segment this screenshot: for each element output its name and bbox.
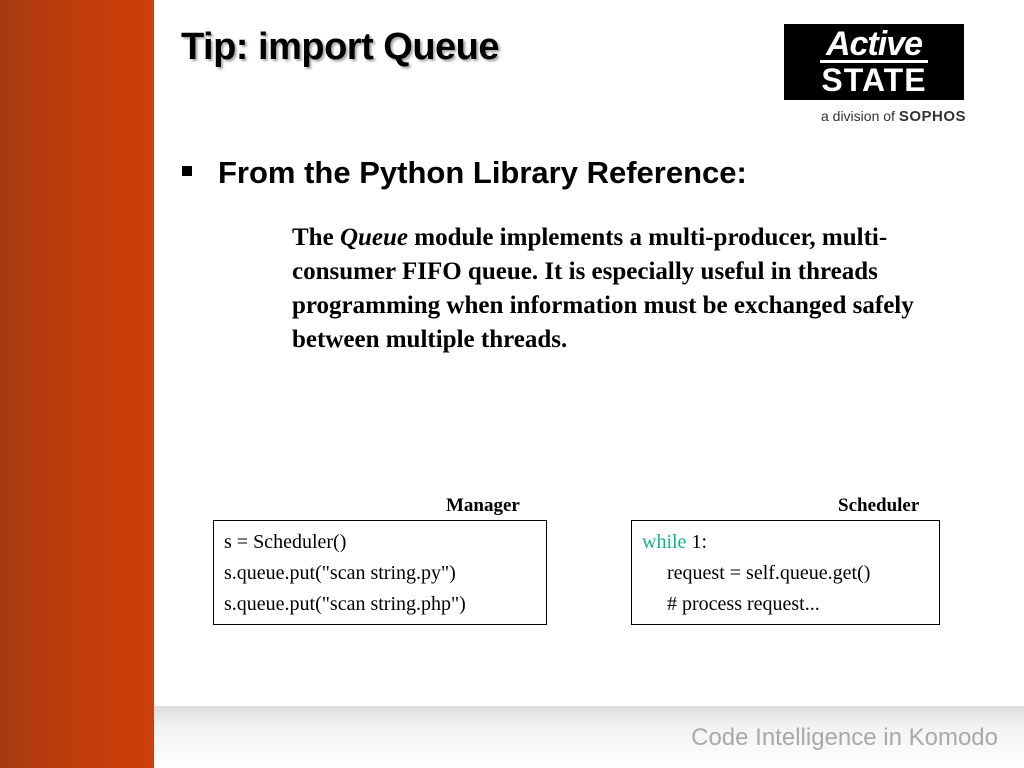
square-bullet-icon [182, 166, 192, 176]
bullet-text: From the Python Library Reference: [218, 155, 747, 190]
scheduler-label: Scheduler [838, 495, 920, 516]
quote-module-name: Queue [339, 224, 408, 251]
logo-box [784, 24, 964, 100]
bullet-item [182, 155, 747, 191]
keyword-while: while [642, 531, 687, 553]
side-bar [0, 0, 154, 768]
slide-title: Tip: import Queue [181, 26, 500, 68]
manager-code-line: s.queue.put("scan string.py") [224, 562, 456, 584]
logo-division-name: SOPHOS [898, 108, 966, 125]
manager-code-line: s.queue.put("scan string.php") [224, 593, 466, 615]
footer-text: Code Intelligence in Komodo [691, 724, 998, 751]
activestate-logo [784, 24, 966, 125]
quote-body: module implements a multi-producer, multi-consumer FIFO queue. It is especially useful in threads programming when information must be exchanged safely between multiple threads. [292, 224, 914, 353]
scheduler-loop-line [642, 527, 929, 558]
manager-label: Manager [446, 495, 520, 516]
scheduler-code-box [631, 520, 940, 625]
logo-division-prefix: a division of [820, 108, 895, 124]
logo-word-active: Active [820, 28, 928, 63]
logo-division [784, 108, 966, 125]
manager-code-line: s = Scheduler() [224, 531, 347, 553]
manager-code-box [213, 520, 547, 625]
scheduler-code-line: # process request... [667, 593, 820, 615]
library-quote [292, 221, 932, 357]
logo-word-state: STATE [821, 61, 927, 98]
quote-lead: The [292, 224, 334, 251]
loop-condition: 1: [686, 531, 707, 553]
scheduler-code-line: request = self.queue.get() [667, 562, 871, 584]
